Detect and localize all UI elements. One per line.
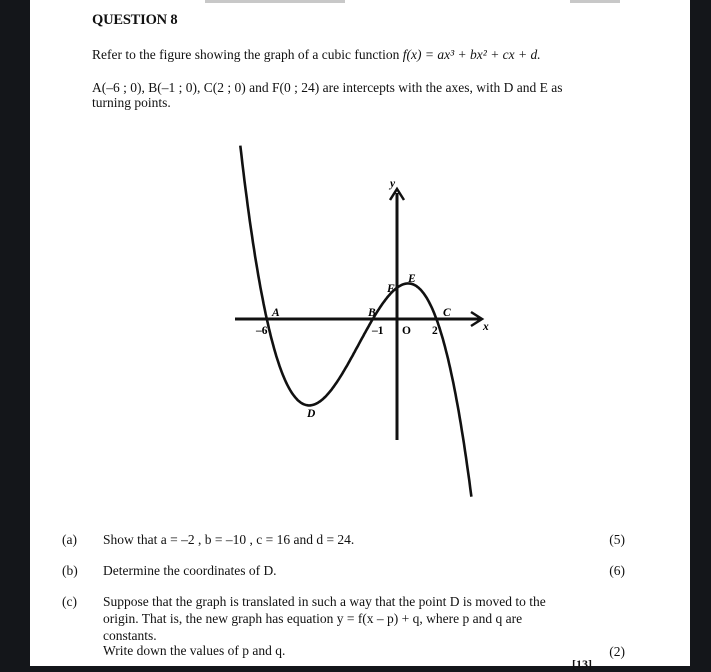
part-a-text: Show that a = –2 , b = –10 , c = 16 and d = 24. <box>103 532 355 547</box>
part-c-line-1: Suppose that the graph is translated in such a way that the point D is moved to the <box>103 594 546 609</box>
turning-points-line: turning points. <box>92 95 171 110</box>
part-c-line-3: constants. <box>103 628 157 643</box>
part-c-letter: (c) <box>62 594 77 609</box>
part-c-line-2: origin. That is, the new graph has equation y = f(x – p) + q, where p and q are <box>103 611 523 626</box>
x-axis-label: x <box>483 321 489 333</box>
point-label-d: D <box>307 408 316 420</box>
total-marks: [13] <box>572 657 592 671</box>
tick-label-2: 2 <box>432 325 438 337</box>
point-label-f: F <box>387 283 395 295</box>
point-label-e: E <box>408 273 416 285</box>
part-a-marks: (5) <box>609 532 625 547</box>
intercepts-line: A(–6 ; 0), B(–1 ; 0), C(2 ; 0) and F(0 ; 24) are intercepts with the axes, with D and E as <box>92 80 563 95</box>
point-label-a: A <box>272 307 280 319</box>
part-a <box>62 531 627 548</box>
origin-label: O <box>402 325 411 337</box>
part-a-letter: (a) <box>62 532 77 547</box>
y-axis-label: y <box>390 178 396 190</box>
part-c <box>62 593 627 663</box>
point-label-b: B <box>368 307 376 319</box>
part-b-marks: (6) <box>609 563 625 578</box>
cubic-curve <box>240 146 471 497</box>
tick-label-neg6: –6 <box>256 325 268 337</box>
question-title: QUESTION 8 <box>92 12 178 28</box>
point-label-c: C <box>443 307 451 319</box>
part-c-marks: (2) <box>609 644 625 659</box>
part-c-line-4: Write down the values of p and q. <box>103 643 286 658</box>
function-formula: f(x) = ax³ + bx² + cx + d. <box>402 47 541 62</box>
tick-label-neg1: –1 <box>372 325 384 337</box>
part-c-text <box>103 593 585 659</box>
part-b-text: Determine the coordinates of D. <box>103 563 277 578</box>
intro-text: Refer to the figure showing the graph of a cubic function <box>92 47 400 62</box>
part-b-letter: (b) <box>62 563 78 578</box>
part-b <box>62 562 627 579</box>
